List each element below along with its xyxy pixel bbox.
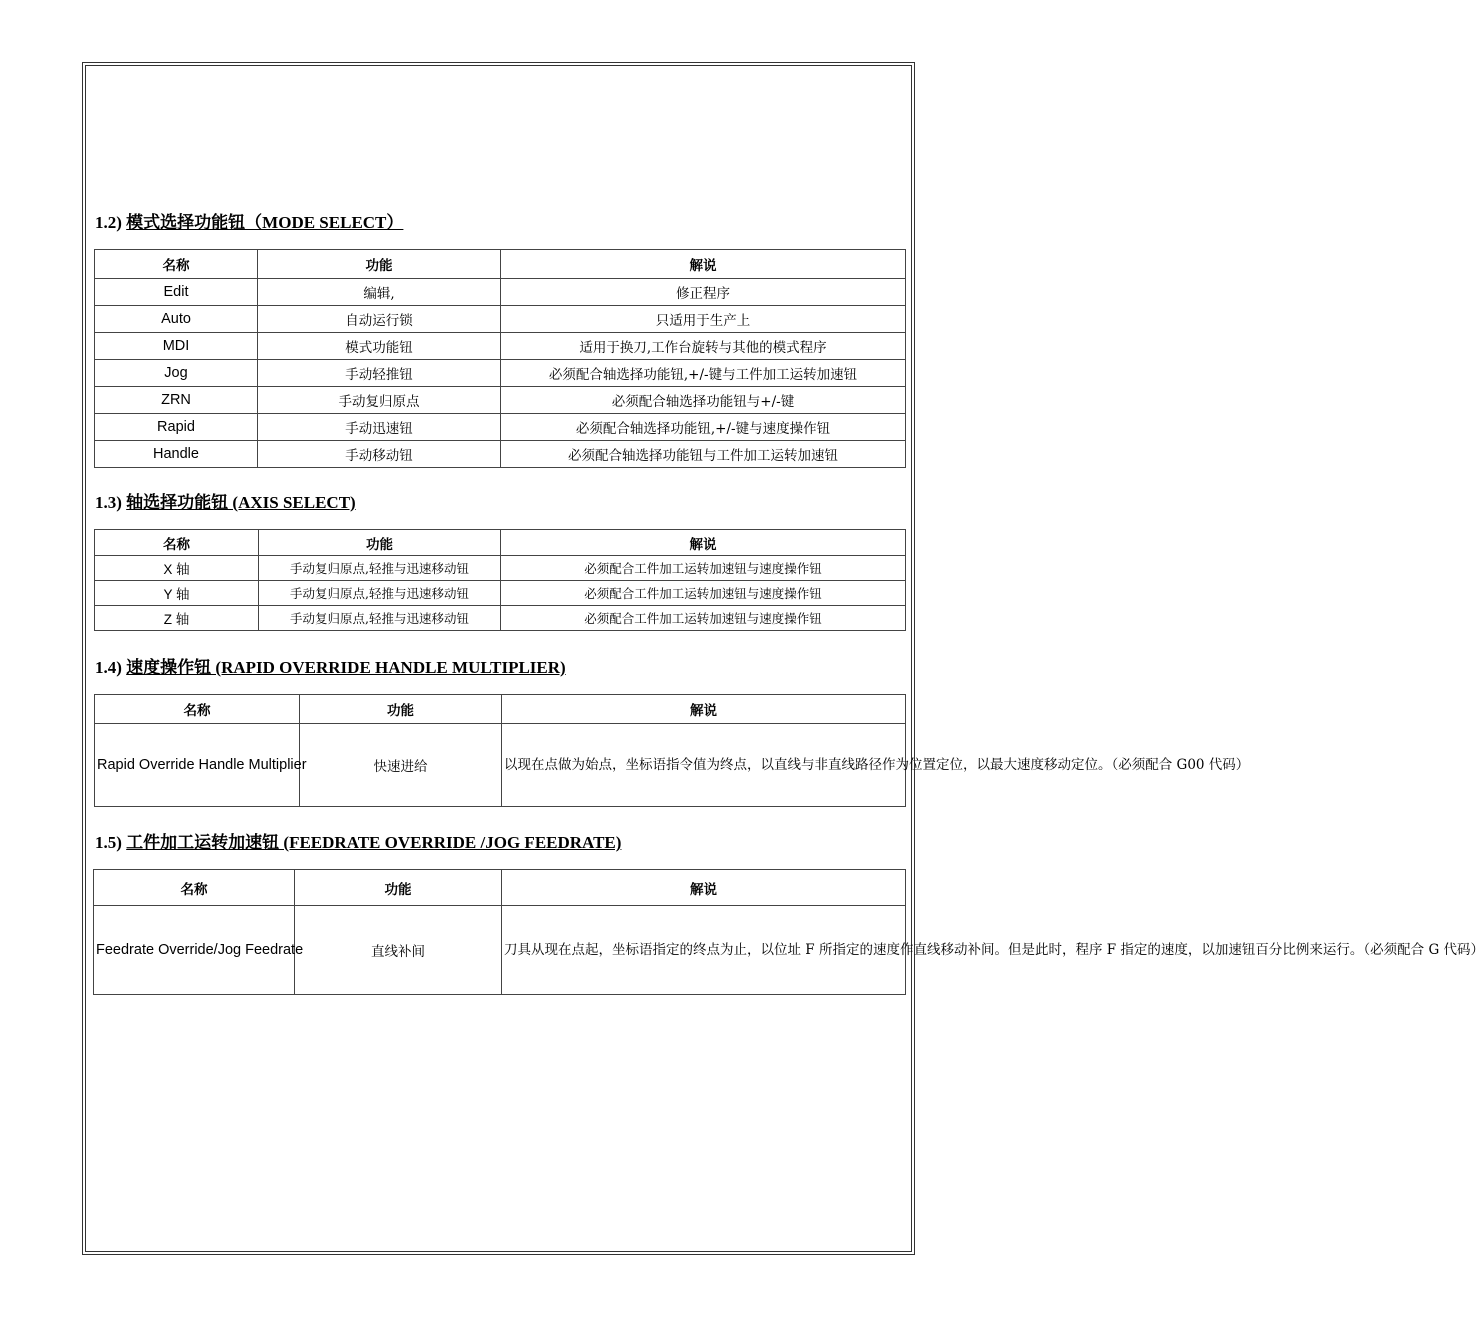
cell-description: 必须配合轴选择功能钮,+/-键与速度操作钮 [501,414,906,441]
table-row [95,556,906,581]
cell-description: 以现在点做为始点，坐标语指令值为终点，以直线与非直线路径作为位置定位，以最大速度移动定位。（必须配合 G00 代码） [502,724,906,807]
table-row [95,387,906,414]
rapid-override-table [94,694,1250,807]
cell-name: Auto [95,306,258,333]
cell-name: Rapid Override Handle Multiplier [95,724,300,807]
section-number: 1.4) [95,658,122,677]
cell-name: Edit [95,279,258,306]
cell-description: 必须配合工件加工运转加速钮与速度操作钮 [501,606,906,631]
header-function: 功能 [295,870,502,906]
cell-description: 适用于换刀,工作台旋转与其他的模式程序 [501,333,906,360]
cell-name: X 轴 [95,556,259,581]
table-row [95,441,906,468]
cell-description: 必须配合轴选择功能钮,+/-键与工件加工运转加速钮 [501,360,906,387]
cell-description: 刀具从现在点起，坐标语指定的终点为止，以位址 F 所指定的速度作直线移动补间。但是此时，程序 F 指定的速度，以加速钮百分比例来运行。（必须配合 G 代码） [502,906,906,995]
section-title: 速度操作钮 (RAPID OVERRIDE HANDLE MULTIPLIER) [126,658,566,677]
section-number: 1.2) [95,213,122,232]
cell-description: 必须配合工件加工运转加速钮与速度操作钮 [501,581,906,606]
cell-description: 必须配合工件加工运转加速钮与速度操作钮 [501,556,906,581]
table-header-row [94,870,906,906]
cell-function: 直线补间 [295,906,502,995]
cell-function: 手动复归原点 [258,387,501,414]
section-number: 1.5) [95,833,122,852]
cell-function: 模式功能钮 [258,333,501,360]
header-function: 功能 [258,250,501,279]
table-header-row [95,695,906,724]
cell-description: 只适用于生产上 [501,306,906,333]
section-heading-feedrate-override [95,828,621,853]
section-number: 1.3) [95,493,122,512]
cell-function: 手动复归原点,轻推与迅速移动钮 [259,556,501,581]
table-row [95,333,906,360]
header-description: 解说 [502,870,906,906]
cell-name: MDI [95,333,258,360]
cell-name: Feedrate Override/Jog Feedrate [94,906,295,995]
header-description: 解说 [501,530,906,556]
header-function: 功能 [259,530,501,556]
section-title: 工件加工运转加速钮 (FEEDRATE OVERRIDE /JOG FEEDRATE) [126,833,622,852]
table-header-row [95,530,906,556]
axis-select-table [94,529,906,631]
table-header-row [95,250,906,279]
header-description: 解说 [502,695,906,724]
header-name: 名称 [95,530,259,556]
feedrate-override-table [93,869,1484,995]
cell-name: ZRN [95,387,258,414]
cell-name: Jog [95,360,258,387]
cell-function: 手动复归原点,轻推与迅速移动钮 [259,581,501,606]
cell-name: Handle [95,441,258,468]
section-heading-rapid-override [95,653,566,678]
section-heading-mode-select [95,208,403,233]
cell-function: 手动复归原点,轻推与迅速移动钮 [259,606,501,631]
header-function: 功能 [300,695,502,724]
table-row [94,906,906,995]
cell-function: 手动移动钮 [258,441,501,468]
cell-description: 必须配合轴选择功能钮与工件加工运转加速钮 [501,441,906,468]
cell-name: Rapid [95,414,258,441]
table-row [95,724,906,807]
table-row [95,306,906,333]
section-title: 轴选择功能钮 (AXIS SELECT) [126,493,356,512]
cell-function: 手动迅速钮 [258,414,501,441]
section-heading-axis-select [95,488,356,513]
header-name: 名称 [95,250,258,279]
cell-function: 手动轻推钮 [258,360,501,387]
cell-name: Y 轴 [95,581,259,606]
header-description: 解说 [501,250,906,279]
cell-description: 修正程序 [501,279,906,306]
mode-select-table [94,249,906,468]
header-name: 名称 [94,870,295,906]
cell-function: 自动运行锁 [258,306,501,333]
table-row [95,606,906,631]
cell-function: 快速进给 [300,724,502,807]
table-row [95,360,906,387]
cell-name: Z 轴 [95,606,259,631]
cell-function: 编辑, [258,279,501,306]
table-row [95,279,906,306]
header-name: 名称 [95,695,300,724]
cell-description: 必须配合轴选择功能钮与+/-键 [501,387,906,414]
table-row [95,581,906,606]
table-row [95,414,906,441]
section-title: 模式选择功能钮（MODE SELECT） [126,213,404,232]
